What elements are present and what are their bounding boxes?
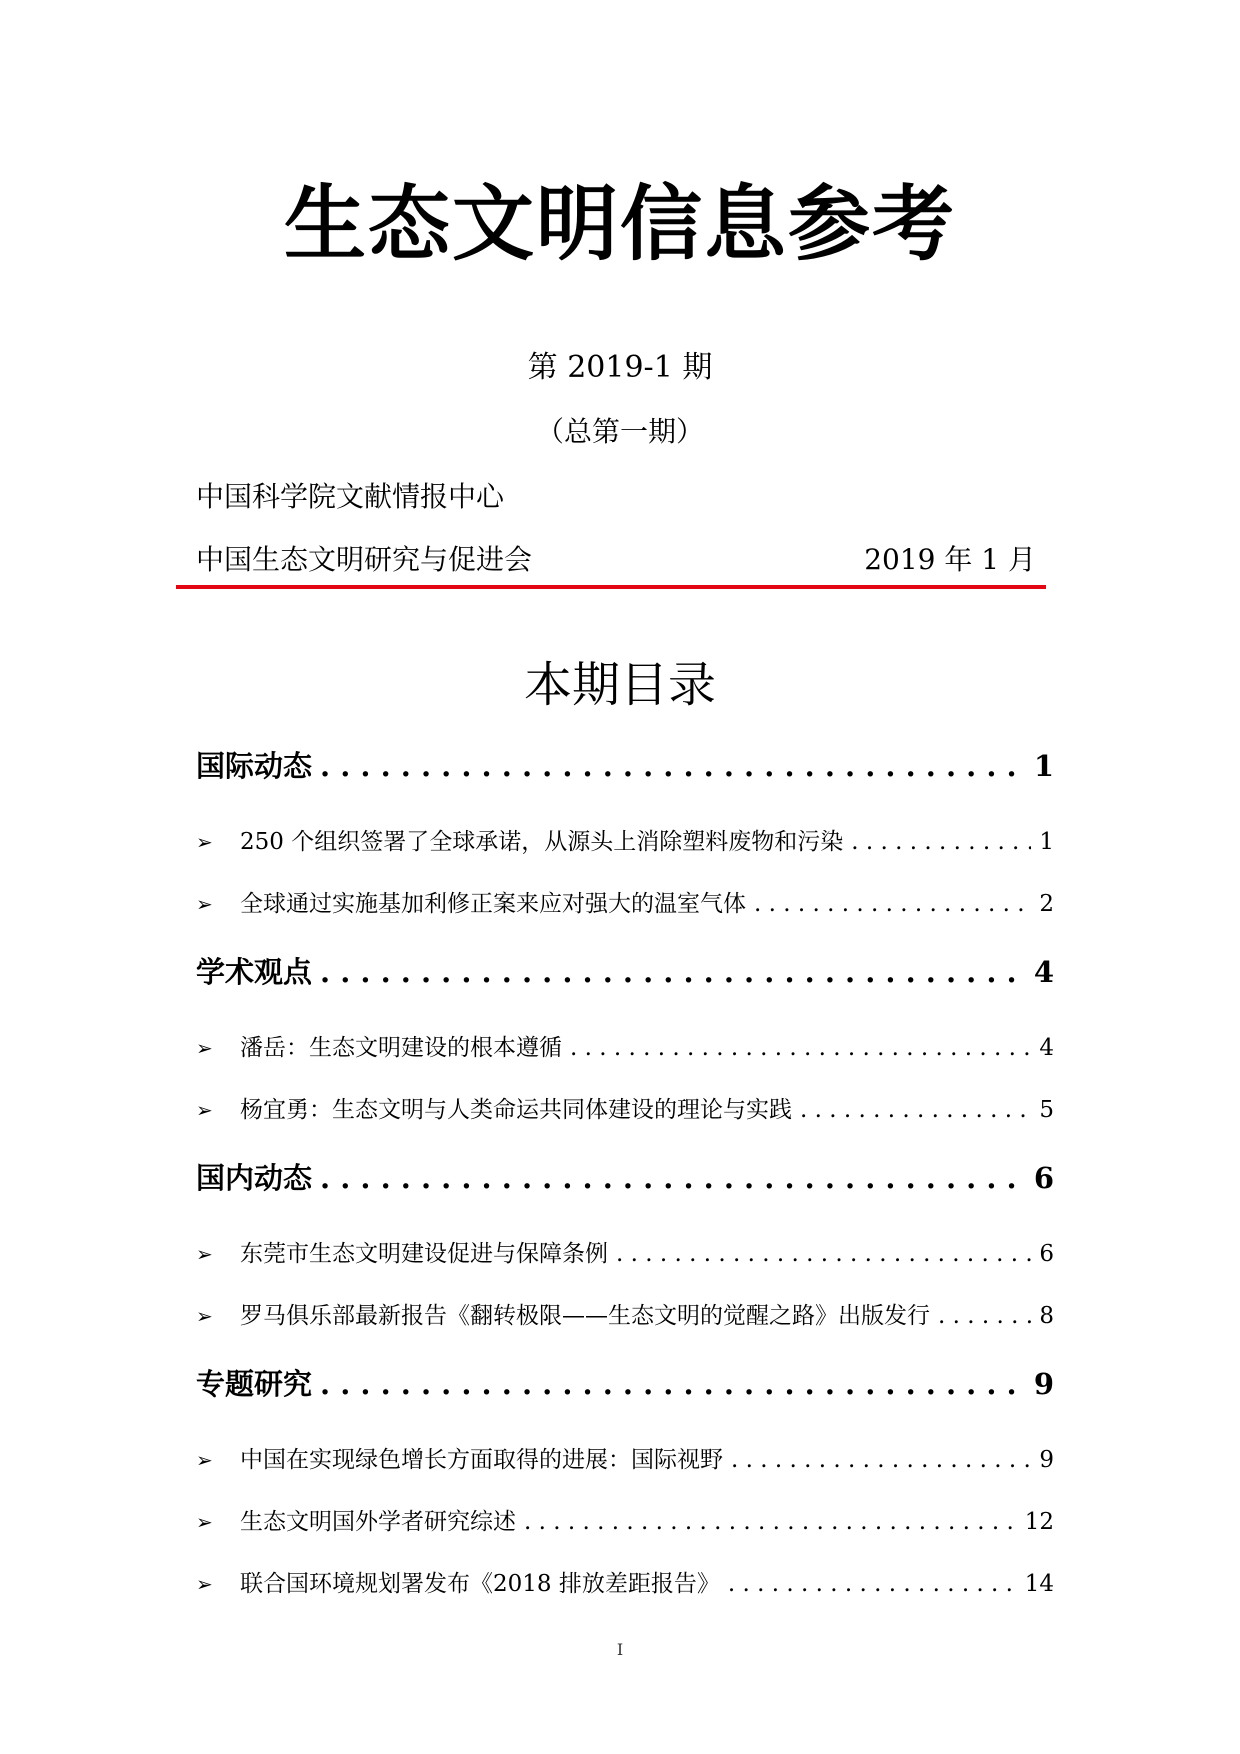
toc-page-number: 1 bbox=[1039, 829, 1054, 855]
toc-item[interactable] bbox=[196, 1298, 1054, 1334]
arrow-bullet-icon: ➢ bbox=[196, 1448, 213, 1472]
header-divider bbox=[176, 585, 1046, 589]
toc-item[interactable] bbox=[196, 1566, 1054, 1602]
organization-2: 中国生态文明研究与促进会 bbox=[196, 543, 533, 576]
arrow-bullet-icon: ➢ bbox=[196, 1036, 213, 1060]
toc-item-label: 联合国环境规划署发布《2018 排放差距报告》 bbox=[240, 1571, 720, 1597]
toc-item[interactable] bbox=[196, 1030, 1054, 1066]
dot-leader bbox=[320, 950, 1026, 994]
issue-total: （总第一期） bbox=[535, 415, 704, 448]
toc-section[interactable] bbox=[196, 950, 1054, 994]
arrow-bullet-icon: ➢ bbox=[196, 1572, 213, 1596]
toc-page-number: 2 bbox=[1039, 891, 1054, 917]
toc-item-label: 东莞市生态文明建设促进与保障条例 bbox=[240, 1241, 608, 1267]
toc-section-label: 国际动态 bbox=[196, 749, 313, 783]
toc-page-number: 12 bbox=[1024, 1509, 1054, 1535]
toc-section-label: 国内动态 bbox=[196, 1161, 313, 1195]
arrow-bullet-icon: ➢ bbox=[196, 830, 213, 854]
toc-item[interactable] bbox=[196, 1236, 1054, 1272]
dot-leader bbox=[938, 1298, 1031, 1334]
toc-item[interactable] bbox=[196, 886, 1054, 922]
toc-item-label: 中国在实现绿色增长方面取得的进展：国际视野 bbox=[240, 1447, 723, 1473]
toc-item[interactable] bbox=[196, 1442, 1054, 1478]
page-number-footer: I bbox=[616, 1640, 624, 1659]
dot-leader bbox=[851, 824, 1031, 860]
dot-leader bbox=[570, 1030, 1031, 1066]
toc-item-label: 杨宜勇：生态文明与人类命运共同体建设的理论与实践 bbox=[240, 1097, 792, 1123]
toc-page-number: 6 bbox=[1033, 1161, 1054, 1195]
toc-item-label: 潘岳：生态文明建设的根本遵循 bbox=[240, 1035, 562, 1061]
arrow-bullet-icon: ➢ bbox=[196, 1304, 213, 1328]
toc-page-number: 8 bbox=[1039, 1303, 1054, 1329]
dot-leader bbox=[524, 1504, 1017, 1540]
toc-item[interactable] bbox=[196, 1504, 1054, 1540]
publication-date: 2019 年 1 月 bbox=[864, 543, 1036, 576]
toc-section[interactable] bbox=[196, 1156, 1054, 1200]
arrow-bullet-icon: ➢ bbox=[196, 1242, 213, 1266]
toc-section[interactable] bbox=[196, 1362, 1054, 1406]
toc-page-number: 6 bbox=[1039, 1241, 1054, 1267]
toc-item[interactable] bbox=[196, 824, 1054, 860]
toc-item-label: 生态文明国外学者研究综述 bbox=[240, 1509, 516, 1535]
toc-section-label: 专题研究 bbox=[196, 1367, 313, 1401]
toc-item-label: 罗马俱乐部最新报告《翻转极限——生态文明的觉醒之路》出版发行 bbox=[240, 1303, 930, 1329]
dot-leader bbox=[320, 1156, 1026, 1200]
toc-page-number: 9 bbox=[1033, 1367, 1054, 1401]
toc-item-label: 全球通过实施基加利修正案来应对强大的温室气体 bbox=[240, 891, 746, 917]
toc-page-number: 5 bbox=[1039, 1097, 1054, 1123]
publication-title: 生态文明信息参考 bbox=[283, 177, 956, 272]
toc-page-number: 4 bbox=[1039, 1035, 1054, 1061]
dot-leader bbox=[800, 1092, 1031, 1128]
toc-page-number: 1 bbox=[1033, 749, 1054, 783]
arrow-bullet-icon: ➢ bbox=[196, 1098, 213, 1122]
organization-1: 中国科学院文献情报中心 bbox=[196, 480, 505, 513]
toc-page-number: 9 bbox=[1039, 1447, 1054, 1473]
dot-leader bbox=[731, 1442, 1031, 1478]
toc-page-number: 14 bbox=[1024, 1571, 1054, 1597]
dot-leader bbox=[616, 1236, 1031, 1272]
dot-leader bbox=[320, 1362, 1026, 1406]
toc-section-label: 学术观点 bbox=[196, 955, 313, 989]
issue-number: 第 2019-1 期 bbox=[527, 350, 713, 385]
dot-leader bbox=[754, 886, 1031, 922]
toc-item-label: 250 个组织签署了全球承诺，从源头上消除塑料废物和污染 bbox=[240, 829, 844, 855]
toc-page-number: 4 bbox=[1033, 955, 1054, 989]
toc-title: 本期目录 bbox=[523, 657, 716, 713]
dot-leader bbox=[728, 1566, 1017, 1602]
arrow-bullet-icon: ➢ bbox=[196, 892, 213, 916]
toc-section[interactable] bbox=[196, 744, 1054, 788]
dot-leader bbox=[320, 744, 1026, 788]
toc-item[interactable] bbox=[196, 1092, 1054, 1128]
arrow-bullet-icon: ➢ bbox=[196, 1510, 213, 1534]
